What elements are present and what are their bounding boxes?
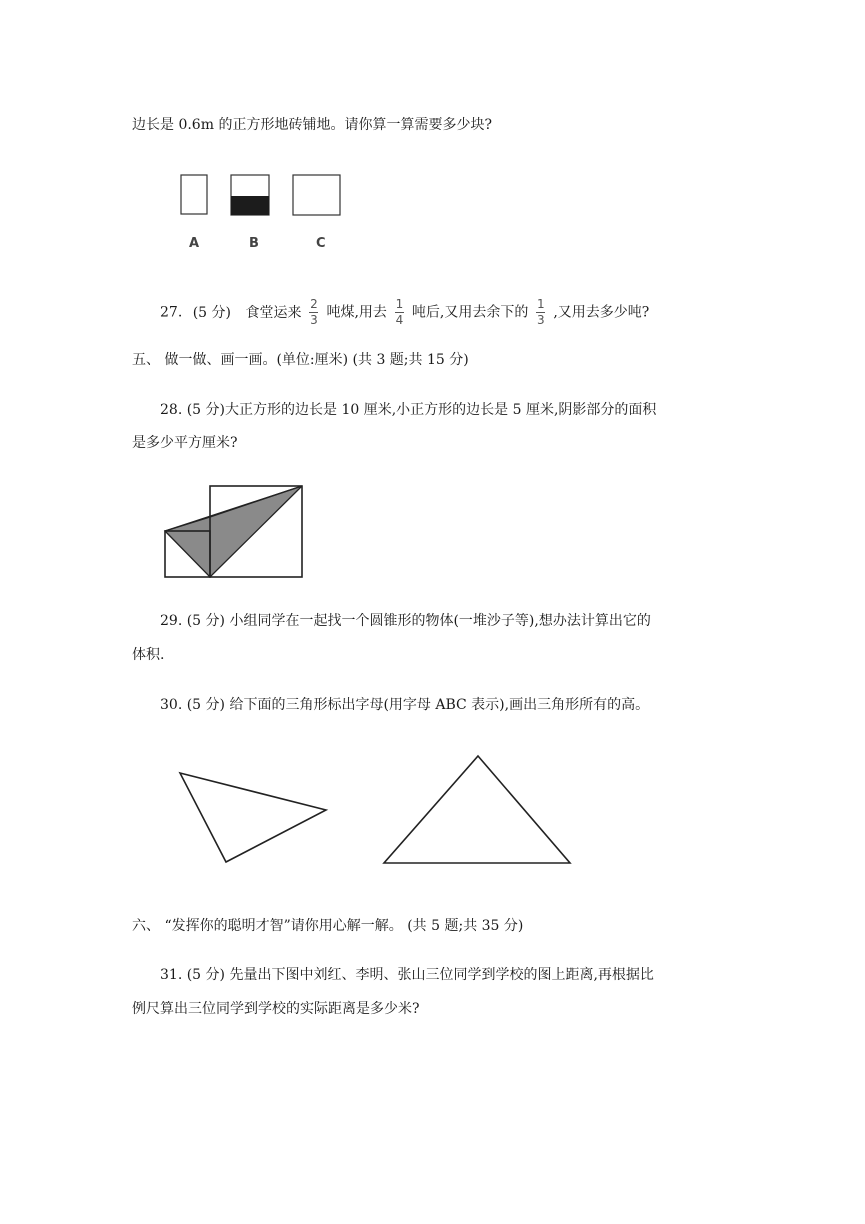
triangle-left: [180, 773, 326, 862]
option-c-label: C: [316, 236, 326, 251]
q27-text-c: 吨后,又用去余下的: [411, 304, 529, 321]
section-6-heading: 六、 “发挥你的聪明才智”请你用心解一解。 (共 5 题;共 35 分): [132, 918, 524, 934]
q27-text-d: ,又用去多少吨?: [553, 304, 650, 321]
q27-number: 27.: [160, 304, 183, 321]
q29-line-2: 体积.: [132, 647, 165, 663]
q27-score: (5 分): [192, 304, 231, 321]
q27-text-a: 食堂运来: [245, 304, 302, 321]
intro-line: 边长是 0.6m 的正方形地砖铺地。请你算一算需要多少块?: [132, 117, 492, 133]
frac3-num: 1: [537, 297, 545, 311]
option-a-label: A: [189, 236, 200, 251]
frac3-den: 3: [537, 313, 545, 327]
frac2-den: 4: [395, 313, 404, 327]
option-b-label: B: [249, 236, 259, 251]
frac1-den: 3: [310, 313, 318, 327]
question-30: 30. (5 分) 给下面的三角形标出字母(用字母 ABC 表示),画出三角形所有的高。: [160, 697, 650, 713]
q27-text-b: 吨煤,用去: [326, 304, 387, 321]
q31-line-2: 例尺算出三位同学到学校的实际距离是多少米?: [132, 1001, 420, 1017]
triangle-right: [384, 756, 570, 863]
section-5-heading: 五、 做一做、画一画。(单位:厘米) (共 3 题;共 15 分): [132, 352, 469, 368]
q29-line-1: 29. (5 分) 小组同学在一起找一个圆锥形的物体(一堆沙子等),想办法计算出它的: [160, 613, 651, 629]
frac2-num: 1: [395, 297, 404, 311]
q28-line-2: 是多少平方厘米?: [132, 435, 238, 451]
frac1-num: 2: [310, 297, 318, 311]
q31-line-1: 31. (5 分) 先量出下图中刘红、李明、张山三位同学到学校的图上距离,再根据比: [160, 967, 654, 983]
q28-line-1: 28. (5 分)大正方形的边长是 10 厘米,小正方形的边长是 5 厘米,阴影部分的面积: [160, 402, 657, 418]
